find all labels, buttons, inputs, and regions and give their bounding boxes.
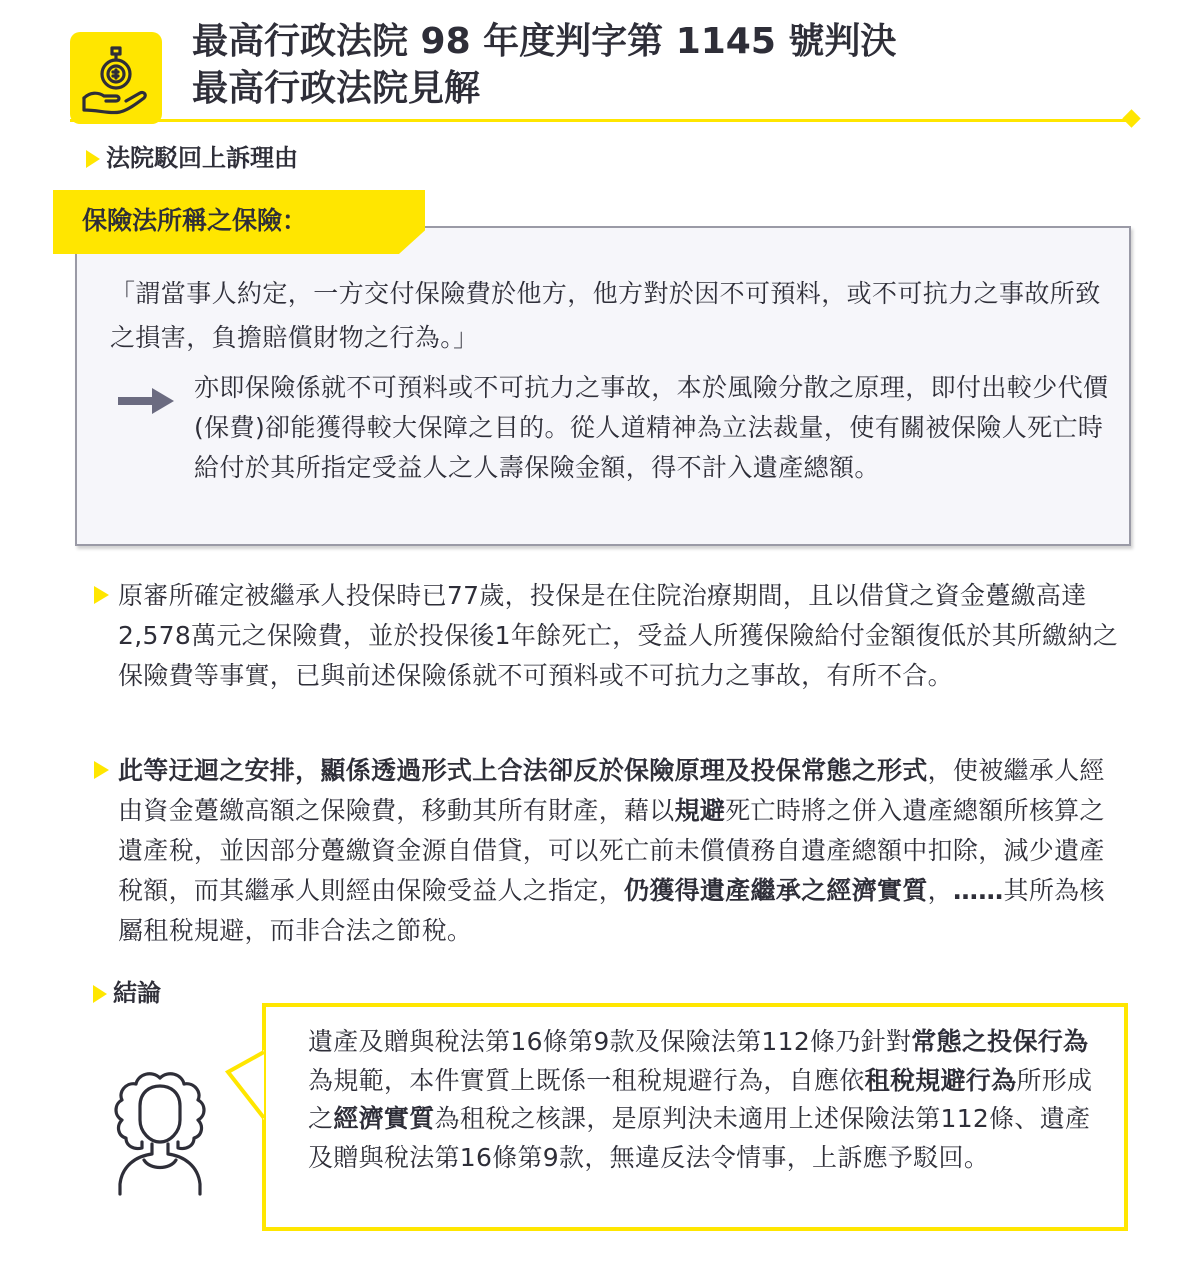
conclusion-text-4: 為租稅之核課，是原判決未適用上述保險法第112條、遺產及贈與稅法第16條第9款，無違反法令情事，上訴應予駁回。 — [308, 1104, 1091, 1172]
section-heading-label: 法院駁回上訴理由 — [106, 144, 298, 172]
title-line-1: 最高行政法院 98 年度判字第 1145 號判決 — [192, 21, 897, 62]
person-avatar-icon — [100, 1060, 220, 1200]
conclusion-heading-label: 結論 — [113, 979, 161, 1007]
conclusion-heading — [93, 977, 161, 1009]
reasoning-bold-2: 規避 — [674, 796, 726, 825]
logo-badge — [70, 32, 162, 124]
title-divider — [70, 119, 1130, 122]
bullet-arrow-icon — [93, 985, 107, 1003]
conclusion-bold-2: 租稅規避行為 — [864, 1065, 1017, 1095]
bullet-arrow-icon — [94, 761, 109, 779]
right-arrow-icon — [116, 386, 176, 416]
reasoning-bold-1: 此等迂迴之安排，顯係透過形式上合法卻反於保險原理及投保常態之形式 — [118, 756, 928, 785]
conclusion-text — [308, 1023, 1108, 1177]
speech-bubble-tail — [224, 1050, 268, 1130]
definition-quote: 「謂當事人約定，一方交付保險費於他方，他方對於因不可預料，或不可抗力之事故所致之損害，負擔賠償財物之行為。」 — [110, 279, 1101, 352]
bullet-arrow-icon — [86, 150, 100, 168]
definition-tab-label: 保險法所稱之保險： — [82, 206, 308, 235]
finding-paragraph: 原審所確定被繼承人投保時已77歲，投保是在住院治療期間，且以借貸之資金躉繳高達2,578萬元之保險費，並於投保後1年餘死亡，受益人所獲保險給付金額復低於其所繳納之保險費等事實，已與前述保險係就不可預料或不可抗力之事故，有所不合。 — [118, 581, 1119, 690]
reasoning-text-1: ，使被繼承人經由資金躉繳高額之保險費，移動其所有財產，藉以 — [118, 756, 1105, 825]
conclusion-bold-1: 常態之投保行為 — [911, 1027, 1089, 1056]
conclusion-text-2: 為規範，本件實質上既係一租稅規避行為，自應依 — [308, 1065, 865, 1095]
reasoning-text-3: ， — [927, 876, 953, 905]
section-heading — [86, 142, 298, 174]
reasoning-bold-4: …… — [952, 876, 1004, 905]
reasoning-bold-3: 仍獲得遺產繼承之經濟實質 — [624, 876, 928, 905]
definition-explanation: 亦即保險係就不可預料或不可抗力之事故，本於風險分散之原理，即付出較少代價(保費)卻能獲得較大保障之目的。從人道精神為立法裁量，使有關被保險人死亡時給付於其所指定受益人之人壽保險金額，得不計入遺產總額。 — [194, 373, 1109, 482]
reasoning-text-2: 死亡時將之併入遺產總額所核算之遺產稅，並因部分躉繳資金源自借貸，可以死亡前未償債務自遺產總額中扣除，減少遺產稅額，而其繼承人則經由保險受益人之指定， — [118, 796, 1105, 905]
reasoning-paragraph — [118, 751, 1128, 951]
reasoning-text-4: 其所為核屬租稅規避，而非合法之節稅。 — [118, 876, 1105, 945]
page-title — [192, 18, 1152, 112]
conclusion-text-1: 遺產及贈與稅法第16條第9款及保險法第112條乃針對 — [308, 1027, 912, 1056]
title-divider-diamond — [1122, 109, 1140, 127]
conclusion-text-3: 所形成之 — [308, 1065, 1093, 1133]
hand-holding-coin-icon — [70, 32, 162, 124]
title-line-2: 最高行政法院見解 — [192, 68, 481, 109]
conclusion-bold-3: 經濟實質 — [333, 1104, 435, 1133]
bullet-arrow-icon — [94, 586, 109, 604]
